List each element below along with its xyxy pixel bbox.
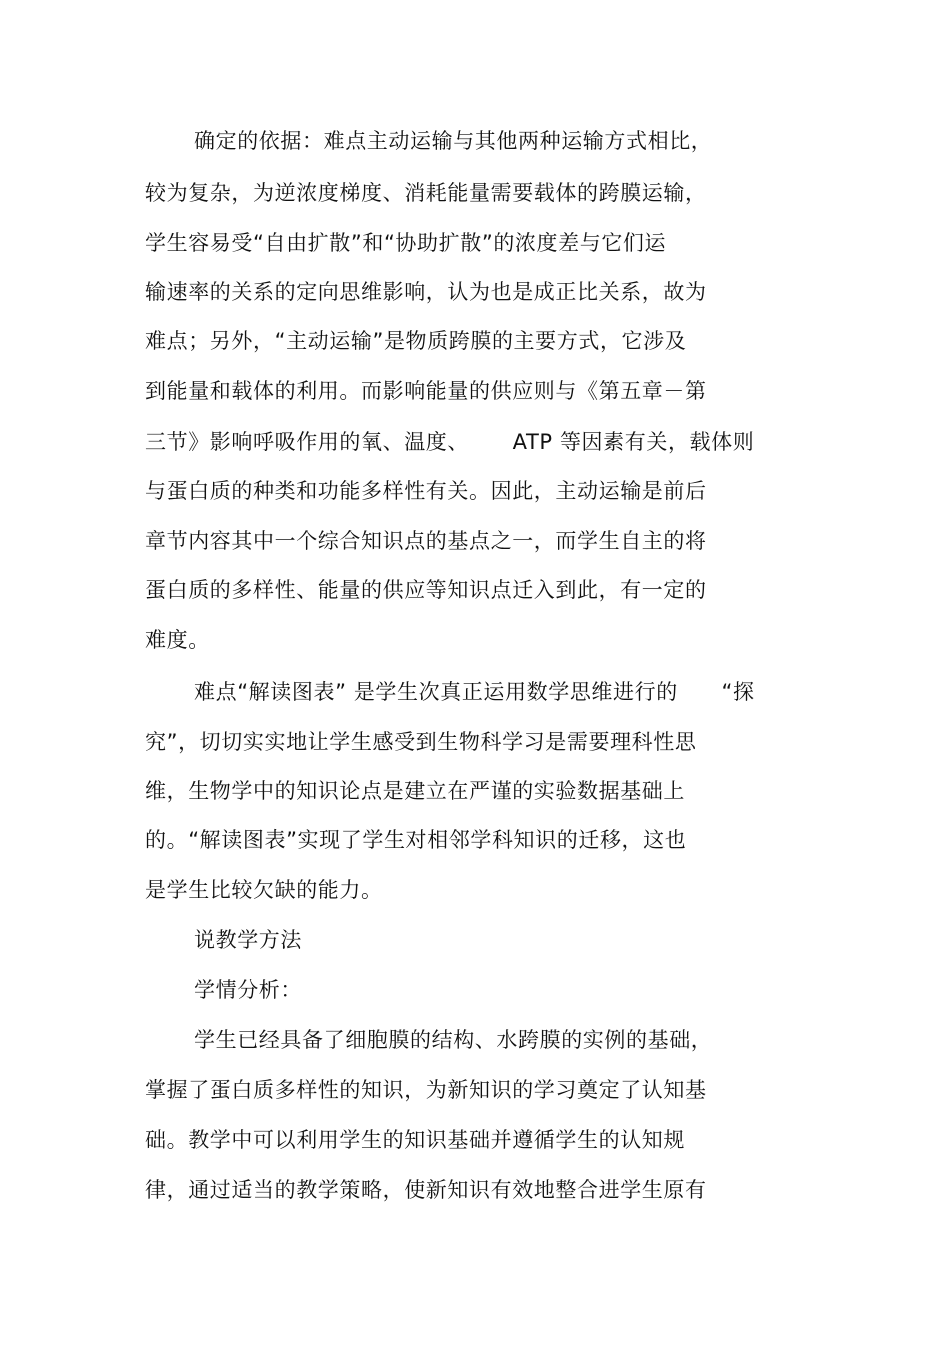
text-line-7: 三节》影响呼吸作用的氧、温度、 ATP 等因素有关，载体则	[145, 430, 755, 454]
text-line-9: 章节内容其中一个综合知识点的基点之一，而学生自主的将	[145, 529, 707, 553]
text-line-2: 较为复杂，为逆浓度梯度、消耗能量需要载体的跨膜运输，	[145, 181, 707, 205]
text-line-1: 确定的依据：难点主动运输与其他两种运输方式相比，	[194, 129, 713, 153]
text-line-20: 掌握了蛋白质多样性的知识，为新知识的学习奠定了认知基	[145, 1078, 707, 1102]
text-line-21: 础。教学中可以利用学生的知识基础并遵循学生的认知规	[145, 1128, 685, 1152]
text-line-3: 学生容易受“自由扩散”和“协助扩散”的浓度差与它们运	[145, 231, 667, 255]
text-line-12: 难点“解读图表” 是学生次真正运用数学思维进行的 “探	[194, 680, 755, 704]
text-line-5: 难点；另外，“主动运输”是物质跨膜的主要方式，它涉及	[145, 329, 687, 353]
text-line-16: 是学生比较欠缺的能力。	[145, 878, 383, 902]
section-heading-learner-analysis: 学情分析：	[194, 978, 302, 1002]
text-line-4: 输速率的关系的定向思维影响，认为也是成正比关系，故为	[145, 280, 707, 304]
text-line-11: 难度。	[145, 628, 210, 652]
text-line-14: 维，生物学中的知识论点是建立在严谨的实验数据基础上	[145, 779, 685, 803]
section-heading-teaching-method: 说教学方法	[194, 928, 302, 952]
text-line-19: 学生已经具备了细胞膜的结构、水跨膜的实例的基础，	[194, 1028, 713, 1052]
text-line-22: 律，通过适当的教学策略，使新知识有效地整合进学生原有	[145, 1178, 707, 1202]
text-line-10: 蛋白质的多样性、能量的供应等知识点迁入到此，有一定的	[145, 578, 707, 602]
text-line-13: 究”，切切实实地让学生感受到生物科学习是需要理科性思	[145, 730, 697, 754]
text-line-6: 到能量和载体的利用。而影响能量的供应则与《第五章－第	[145, 379, 707, 403]
text-line-8: 与蛋白质的种类和功能多样性有关。因此，主动运输是前后	[145, 479, 707, 503]
text-line-15: 的。“解读图表”实现了学生对相邻学科知识的迁移，这也	[145, 828, 687, 852]
